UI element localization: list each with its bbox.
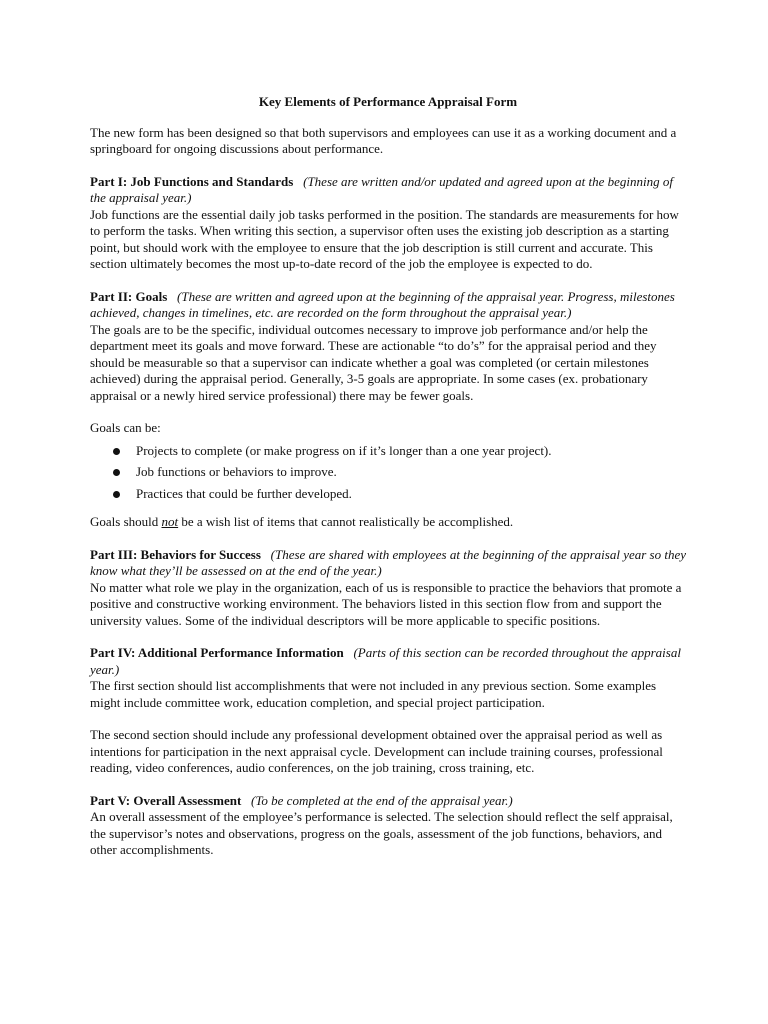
part-3-body: No matter what role we play in the organization, each of us is responsible to practice the behaviors that promote a positive and constructive working environment. The behaviors listed in this section flow from and support the university values. Some of the individual descriptors will be more applicable to specific positions. — [90, 579, 682, 628]
part-4-section — [90, 645, 686, 711]
list-item-text: Practices that could be further developed. — [136, 485, 352, 501]
list-item — [90, 464, 686, 481]
part-5-note: (To be completed at the end of the appraisal year.) — [251, 792, 513, 808]
part-3-heading: Part III: Behaviors for Success — [90, 546, 261, 562]
part-5-body: An overall assessment of the employee’s performance is selected. The selection should reflect the self appraisal, the supervisor’s notes and observations, progress on the goals, assessment of the job functions, behaviors, and other accomplishments. — [90, 809, 673, 857]
part-2-note: (These are written and agreed upon at the beginning of the appraisal year. Progress, milestones achieved, changes in timelines, etc. are recorded on the form throughout the appraisal year.) — [90, 288, 675, 320]
part-1-note: (These are written and/or updated and agreed upon at the beginning of the appraisal year.) — [90, 173, 673, 205]
part-5-section — [90, 793, 686, 859]
part-1-heading: Part I: Job Functions and Standards — [90, 173, 294, 189]
list-item-text: Projects to complete (or make progress on if it’s longer than a one year project). — [136, 442, 552, 458]
part-3-section — [90, 547, 686, 630]
part-1-body: Job functions are the essential daily job tasks performed in the position. The standards are measurements for how to perform the tasks. When writing this section, a supervisor often uses the existing job description as a starting point, but should work with the employee to ensure that the job description is still current and accurate. This section ultimately becomes the most up-to-date record of the job the employee is expected to do. — [90, 206, 679, 271]
part-2-body: The goals are to be the specific, individual outcomes necessary to improve job performance and/or help the department meet its goals and move forward. These are actionable “to do’s” for the appraisal period and they should be measurable so that a supervisor can indicate whether a goal was completed (or certain milestones achieved) during the appraisal period. Generally, 3-5 goals are appropriate. In some cases (ex. probationary appraisal or a newly hired service professional) there may be fewer goals. — [90, 321, 657, 403]
document-page — [90, 94, 686, 875]
intro-paragraph: The new form has been designed so that both supervisors and employees can use it as a working document and a springboard for ongoing discussions about performance. — [90, 124, 677, 156]
bullet-icon — [113, 448, 120, 455]
bullet-icon — [113, 491, 120, 498]
goals-list — [90, 443, 686, 503]
part-4-heading: Part IV: Additional Performance Information — [90, 645, 344, 660]
goals-intro: Goals can be: — [90, 420, 161, 435]
list-item-text: Job functions or behaviors to improve. — [136, 464, 337, 479]
part-2-heading: Part II: Goals — [90, 288, 168, 304]
goals-caveat: Goals should not be a wish list of items that cannot realistically be accomplished. — [90, 514, 514, 529]
part-1-section — [90, 174, 686, 273]
list-item — [90, 486, 686, 503]
emphasis-not: not — [161, 514, 179, 529]
part-4-body-2: The second section should include any professional development obtained over the appraisal period as well as intentions for participation in the next appraisal cycle. Development can include training courses, professional reading, video conferences, audio conferences, on the job training, cross training, etc. — [90, 727, 663, 775]
bullet-icon — [113, 469, 120, 476]
document-title: Key Elements of Performance Appraisal Form — [258, 94, 518, 109]
part-5-heading: Part V: Overall Assessment — [90, 792, 242, 808]
part-3-note: (These are shared with employees at the beginning of the appraisal year so they know what they’ll be assessed on at the end of the year.) — [90, 546, 686, 578]
list-item — [90, 443, 686, 460]
part-2-section — [90, 289, 686, 405]
part-4-body-1: The first section should list accomplishments that were not included in any previous section. Some examples might include committee work, education completion, and special project participation. — [90, 678, 657, 710]
part-4-note: (Parts of this section can be recorded throughout the appraisal year.) — [90, 645, 681, 677]
